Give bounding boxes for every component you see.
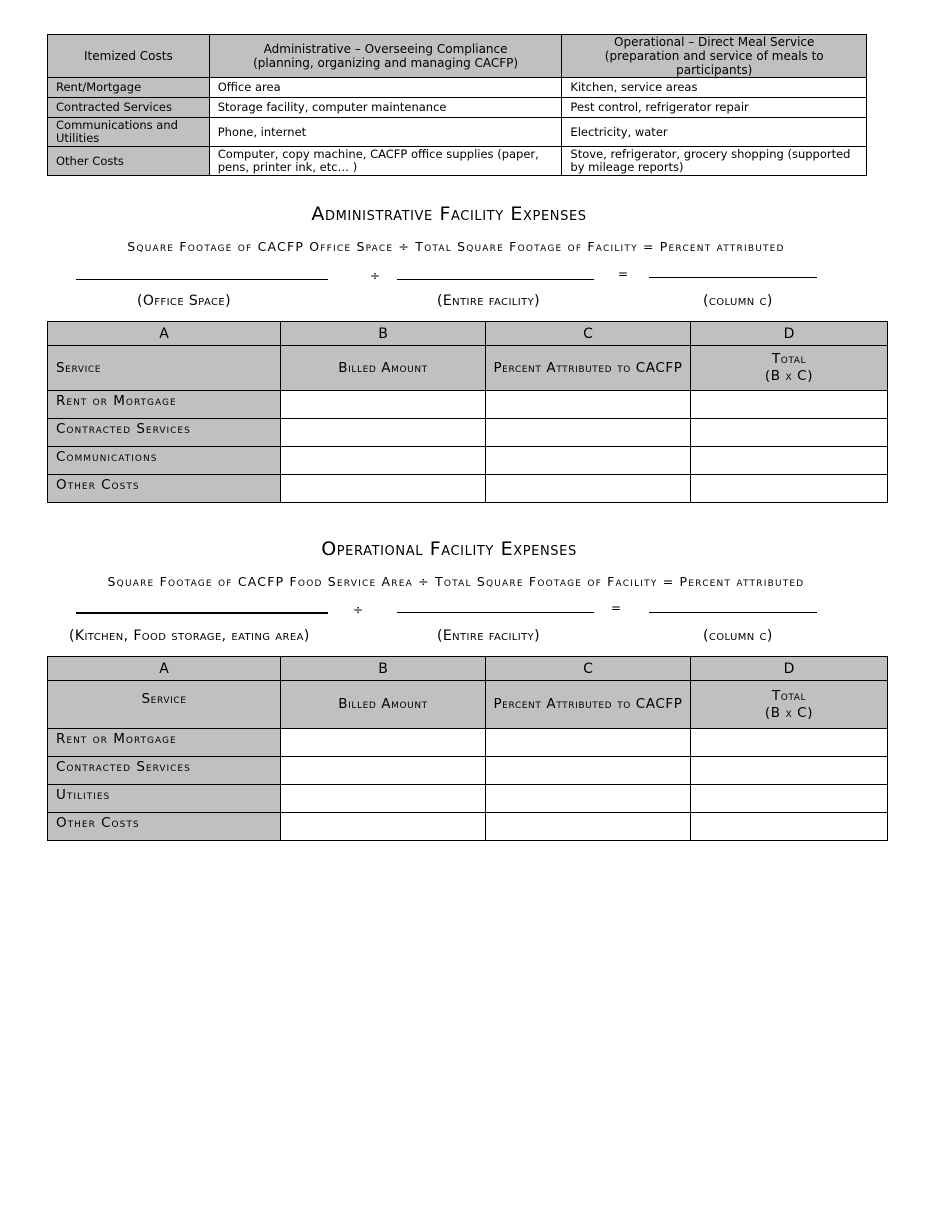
percent-cell[interactable] <box>486 813 691 841</box>
itemized-oper-cell: Pest control, refrigerator repair <box>562 98 867 118</box>
office-space-caption: (Office Space) <box>137 293 231 309</box>
header-billed-amount: Billed Amount <box>281 681 486 729</box>
billed-amount-cell[interactable] <box>281 475 486 503</box>
oper-section-title: Operational Facility Expenses <box>321 538 577 560</box>
billed-amount-cell[interactable] <box>281 785 486 813</box>
percent-cell[interactable] <box>486 785 691 813</box>
itemized-row-label: Rent/Mortgage <box>48 78 210 98</box>
itemized-header-admin <box>209 35 562 78</box>
table-row <box>48 447 888 475</box>
oper-header-desc: (preparation and service of meals to participants) <box>604 49 824 77</box>
admin-header-title: Administrative – Overseeing Compliance <box>263 42 508 56</box>
table-row <box>48 98 867 118</box>
entire-facility-input-line[interactable] <box>397 612 594 613</box>
total-cell[interactable] <box>691 475 888 503</box>
table-row <box>48 118 867 147</box>
service-label: Rent or Mortgage <box>48 729 281 757</box>
itemized-row-label: Other Costs <box>48 147 210 176</box>
billed-amount-cell[interactable] <box>281 447 486 475</box>
header-billed-amount: Billed Amount <box>281 346 486 391</box>
column-c-caption: (column c) <box>703 628 773 644</box>
header-percent-attributed: Percent Attributed to CACFP <box>486 346 691 391</box>
total-cell[interactable] <box>691 757 888 785</box>
percent-cell[interactable] <box>486 419 691 447</box>
column-letter-b: B <box>281 322 486 346</box>
table-row <box>48 813 888 841</box>
itemized-costs-table <box>47 34 867 176</box>
percent-cell[interactable] <box>486 447 691 475</box>
service-label: Other Costs <box>48 475 281 503</box>
total-cell[interactable] <box>691 447 888 475</box>
service-label: Other Costs <box>48 813 281 841</box>
total-cell[interactable] <box>691 391 888 419</box>
table-row <box>48 147 867 176</box>
admin-header-desc: (planning, organizing and managing CACFP) <box>253 56 519 70</box>
admin-section-title: Administrative Facility Expenses <box>311 203 587 225</box>
service-label: Communications <box>48 447 281 475</box>
itemized-header-costs: Itemized Costs <box>48 35 210 78</box>
itemized-header-row <box>48 35 867 78</box>
percent-cell[interactable] <box>486 757 691 785</box>
percent-cell[interactable] <box>486 475 691 503</box>
oper-header-title: Operational – Direct Meal Service <box>614 35 815 49</box>
column-header-row <box>48 681 888 729</box>
header-total <box>691 681 888 729</box>
itemized-oper-cell: Electricity, water <box>562 118 867 147</box>
itemized-admin-cell: Office area <box>209 78 562 98</box>
total-formula: (B x C) <box>764 368 814 384</box>
header-total <box>691 346 888 391</box>
itemized-admin-cell: Phone, internet <box>209 118 562 147</box>
total-cell[interactable] <box>691 785 888 813</box>
itemized-oper-cell: Kitchen, service areas <box>562 78 867 98</box>
column-letter-c: C <box>486 322 691 346</box>
admin-formula: Square Footage of CACFP Office Space ÷ Total Square Footage of Facility = Percent attributed <box>127 239 785 254</box>
column-letter-row <box>48 322 888 346</box>
divide-symbol: ÷ <box>353 603 364 617</box>
itemized-row-label: Contracted Services <box>48 98 210 118</box>
percent-cell[interactable] <box>486 729 691 757</box>
entire-facility-input-line[interactable] <box>397 279 594 280</box>
header-percent-attributed: Percent Attributed to CACFP <box>486 681 691 729</box>
table-row <box>48 785 888 813</box>
billed-amount-cell[interactable] <box>281 419 486 447</box>
column-letter-d: D <box>691 657 888 681</box>
itemized-header-oper <box>562 35 867 78</box>
itemized-oper-cell: Stove, refrigerator, grocery shopping (supported by mileage reports) <box>562 147 867 176</box>
column-letter-a: A <box>48 657 281 681</box>
total-cell[interactable] <box>691 419 888 447</box>
table-row <box>48 729 888 757</box>
header-service: Service <box>48 681 281 729</box>
billed-amount-cell[interactable] <box>281 813 486 841</box>
percent-input-line[interactable] <box>649 277 817 278</box>
service-label: Contracted Services <box>48 757 281 785</box>
table-row <box>48 78 867 98</box>
billed-amount-cell[interactable] <box>281 757 486 785</box>
table-row <box>48 475 888 503</box>
service-label: Rent or Mortgage <box>48 391 281 419</box>
itemized-row-label: Communications and Utilities <box>48 118 210 147</box>
food-area-caption: (Kitchen, Food storage, eating area) <box>69 628 310 644</box>
divide-symbol: ÷ <box>370 269 381 283</box>
column-letter-b: B <box>281 657 486 681</box>
entire-facility-caption: (Entire facility) <box>437 628 540 644</box>
oper-expense-table <box>47 656 888 841</box>
oper-formula: Square Footage of CACFP Food Service Area ÷ Total Square Footage of Facility = Percent attributed <box>107 574 805 589</box>
column-letter-c: C <box>486 657 691 681</box>
percent-input-line[interactable] <box>649 612 817 613</box>
service-label: Utilities <box>48 785 281 813</box>
total-formula: (B x C) <box>764 704 814 721</box>
percent-cell[interactable] <box>486 391 691 419</box>
table-row <box>48 391 888 419</box>
service-label: Contracted Services <box>48 419 281 447</box>
itemized-admin-cell: Computer, copy machine, CACFP office supplies (paper, pens, printer ink, etc… ) <box>209 147 562 176</box>
table-row <box>48 757 888 785</box>
header-service: Service <box>48 346 281 391</box>
column-c-caption: (column c) <box>703 293 773 309</box>
total-label: Total <box>771 351 807 367</box>
column-letter-a: A <box>48 322 281 346</box>
column-header-row <box>48 346 888 391</box>
office-space-input-line[interactable] <box>76 279 328 280</box>
admin-expense-table <box>47 321 888 503</box>
entire-facility-caption: (Entire facility) <box>437 293 540 309</box>
itemized-admin-cell: Storage facility, computer maintenance <box>209 98 562 118</box>
billed-amount-cell[interactable] <box>281 729 486 757</box>
billed-amount-cell[interactable] <box>281 391 486 419</box>
column-letter-d: D <box>691 322 888 346</box>
column-letter-row <box>48 657 888 681</box>
total-label: Total <box>771 687 807 704</box>
total-cell[interactable] <box>691 729 888 757</box>
food-service-area-input-line[interactable] <box>76 612 328 614</box>
total-cell[interactable] <box>691 813 888 841</box>
table-row <box>48 419 888 447</box>
equals-symbol: = <box>611 601 622 615</box>
equals-symbol: = <box>618 267 629 281</box>
